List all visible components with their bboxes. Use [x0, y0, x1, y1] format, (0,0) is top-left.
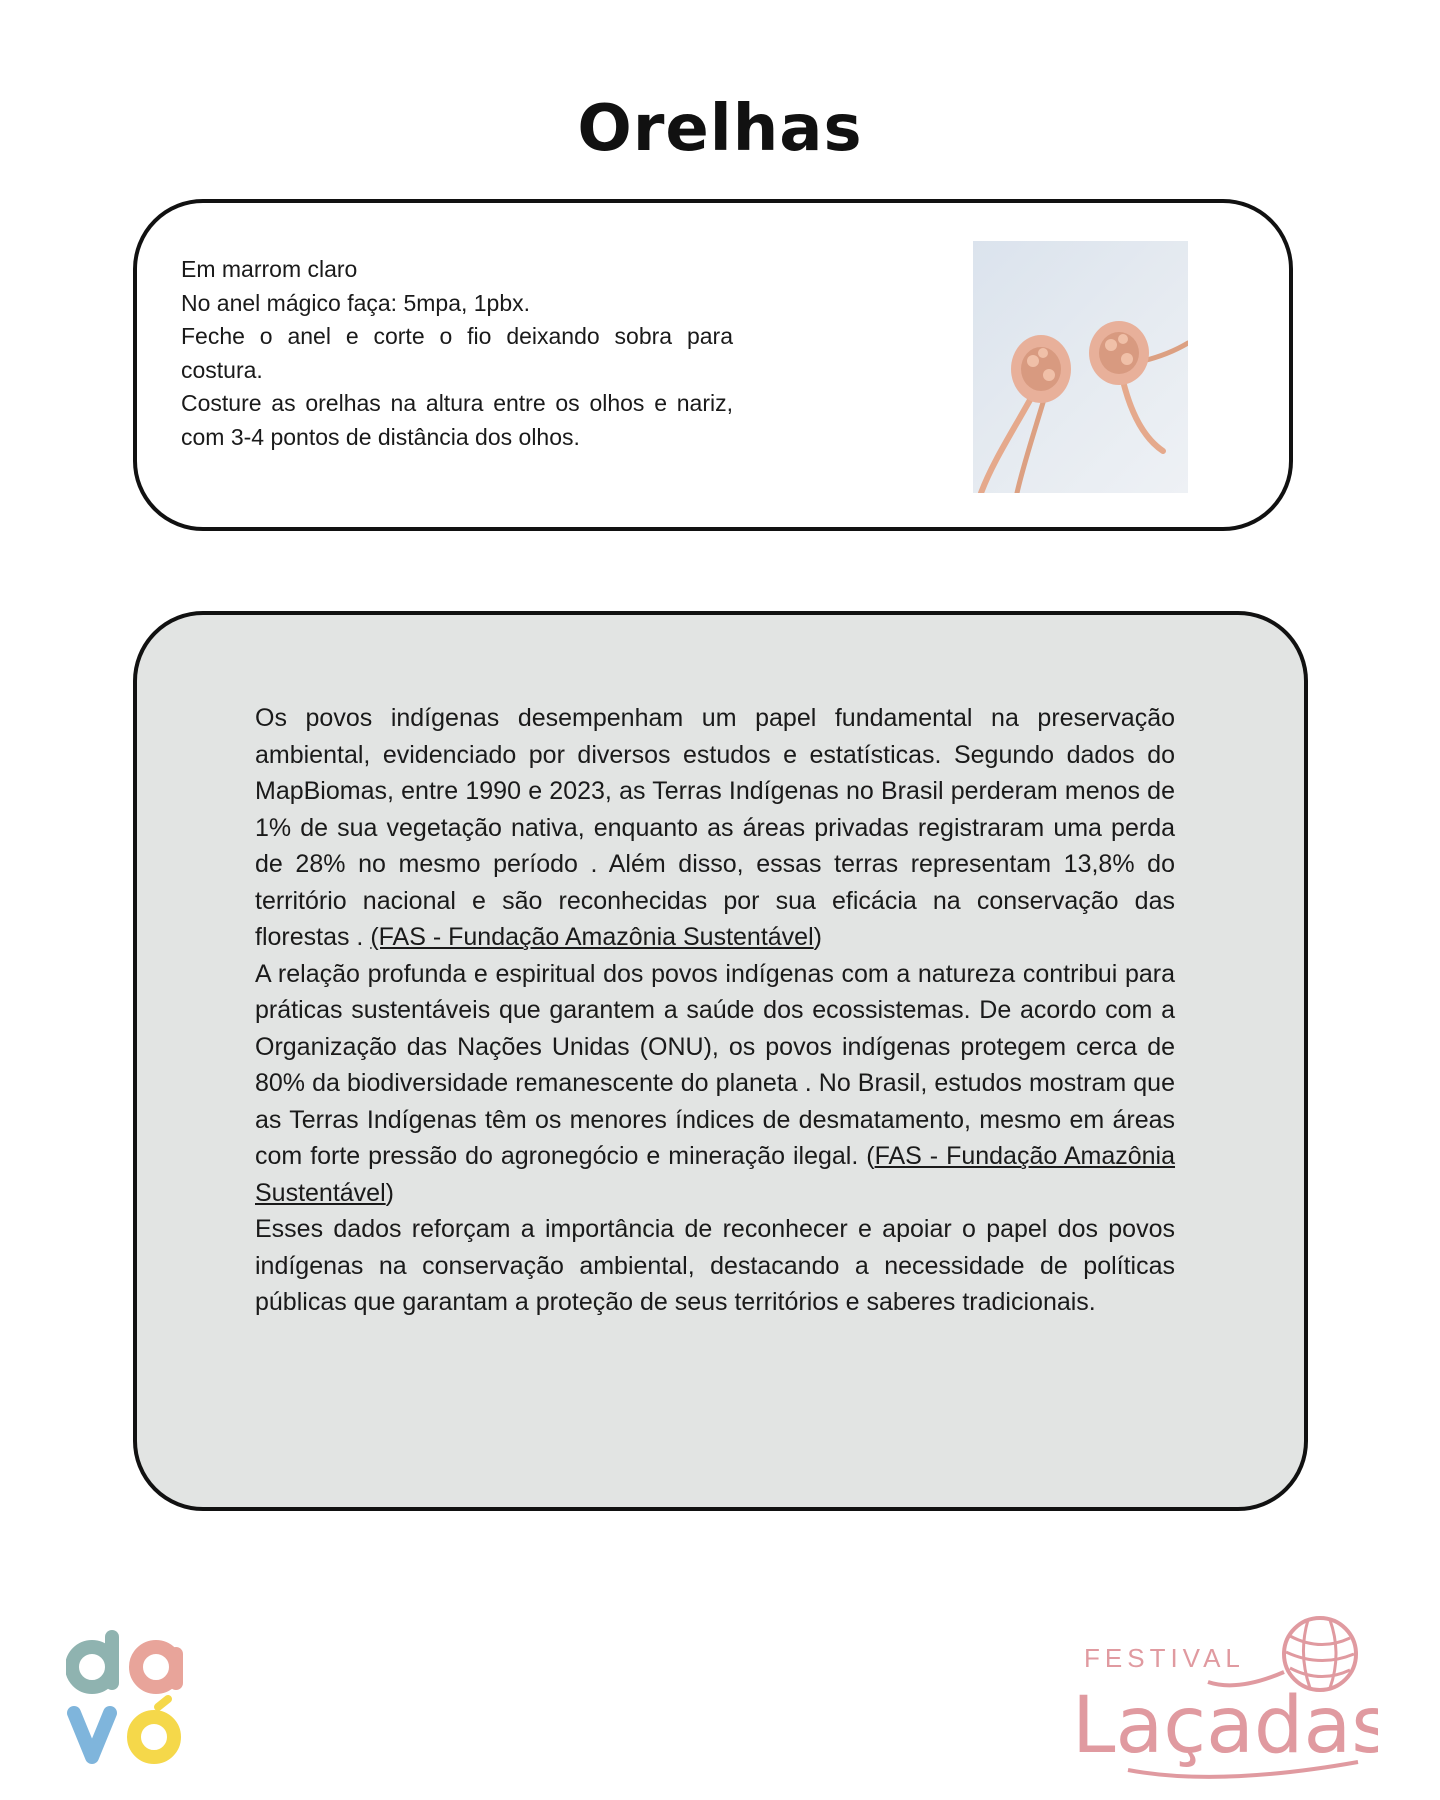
paren-close: ) — [813, 923, 822, 951]
svg-text:FESTIVAL: FESTIVAL — [1084, 1643, 1245, 1673]
info-paragraph-text: Os povos indígenas desempenham um papel fundamental na preservação ambiental, evidenciado por diversos estudos e estatísticas. Segundo dados do MapBiomas, entre 1990 e 2023, as Terras Indígenas no Brasil perderam menos de 1% de sua vegetação nativa, enquanto as áreas privadas registraram uma perda de 28% no mesmo período . Além disso, essas terras representam 13,8% do território nacional e são reconhecidas por sua eficácia na conservação das florestas . — [255, 704, 1175, 951]
instruction-line: Feche o anel e corte o fio deixando sobra para costura. — [181, 323, 733, 383]
crochet-ears-illustration — [973, 241, 1188, 493]
instructions-text — [181, 253, 733, 454]
paren-close: ) — [385, 1178, 394, 1207]
info-paragraph — [255, 700, 1175, 956]
instruction-line: No anel mágico faça: 5mpa, 1pbx. — [181, 289, 531, 316]
davo-logo — [66, 1625, 186, 1775]
source-link[interactable]: FAS - Fundação Amazônia Sustentável — [255, 1142, 1176, 1207]
info-paragraph — [255, 956, 1175, 1212]
instruction-line: Em marrom claro — [181, 256, 358, 282]
info-text — [255, 700, 1175, 1321]
page-title: Orelhas — [577, 92, 863, 166]
source-link[interactable]: (FAS - Fundação Amazônia Sustentável — [370, 923, 814, 951]
crochet-ears-photo — [973, 241, 1188, 493]
info-paragraph-text: A relação profunda e espiritual dos povos indígenas com a natureza contribui para práticas sustentáveis que garantem a saúde dos ecossistemas. De acordo com a Organização das Nações Unidas (ONU), os povos indígenas protegem cerca de 80% da biodiversidade remanescente do planeta . No Brasil, estudos mostram que as Terras Indígenas têm os menores índices de desmatamento, mesmo em áreas com forte pressão do agronegócio e mineração ilegal. ( — [255, 959, 1175, 1170]
davo-logo-graphic — [66, 1625, 186, 1775]
lacadas-logo — [1058, 1612, 1378, 1792]
instructions-card — [133, 199, 1293, 531]
info-card — [133, 611, 1308, 1511]
instruction-line: Costure as orelhas na altura entre os olhos e nariz, com 3-4 pontos de distância dos olhos. — [181, 390, 733, 450]
svg-text:Laçadas: Laçadas — [1072, 1681, 1378, 1771]
lacadas-logo-graphic — [1058, 1612, 1378, 1792]
info-paragraph: Esses dados reforçam a importância de reconhecer e apoiar o papel dos povos indígenas na conservação ambiental, destacando a necessidade de políticas públicas que garantam a proteção de seus territórios e saberes tradicionais. — [255, 1215, 1175, 1316]
